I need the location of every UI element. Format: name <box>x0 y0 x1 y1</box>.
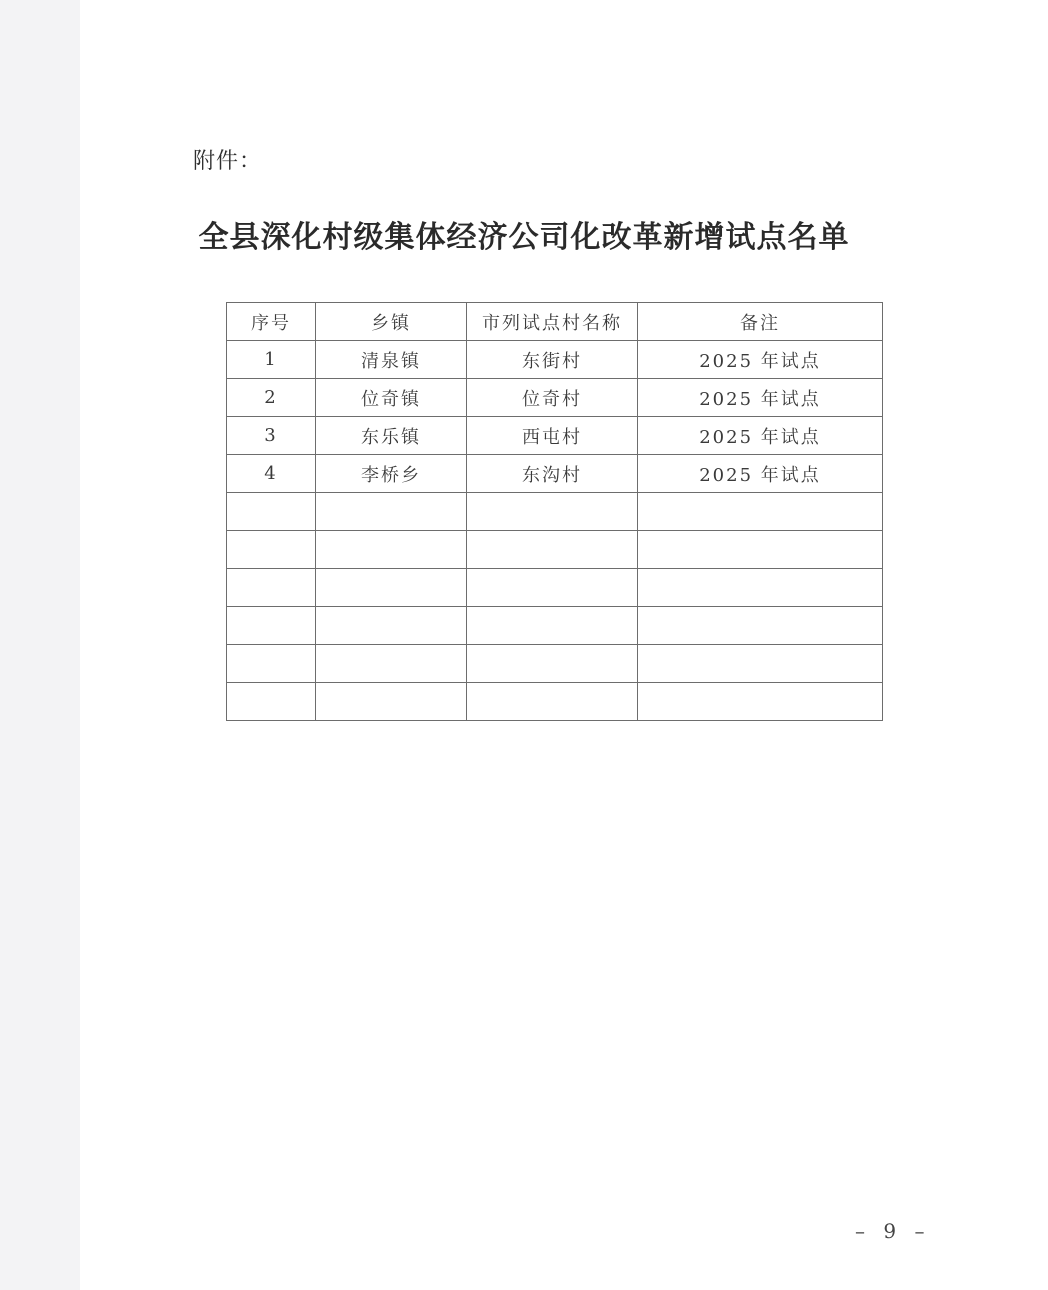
attachment-label: 附件： <box>193 149 263 174</box>
cell-township <box>316 531 467 569</box>
cell-index: 1 <box>227 341 316 379</box>
cell-index <box>227 607 316 645</box>
table-row <box>227 341 883 379</box>
table-row <box>227 417 883 455</box>
cell-township: 东乐镇 <box>316 417 467 455</box>
table-row <box>227 569 883 607</box>
cell-village <box>467 683 638 721</box>
cell-remark: 2025 年试点 <box>638 455 883 493</box>
cell-remark <box>638 493 883 531</box>
viewer-gutter <box>0 0 80 1290</box>
cell-index: 3 <box>227 417 316 455</box>
cell-village: 东街村 <box>467 341 638 379</box>
pilot-list-table <box>226 302 883 721</box>
cell-township: 位奇镇 <box>316 379 467 417</box>
table-row <box>227 455 883 493</box>
table-row <box>227 531 883 569</box>
cell-remark <box>638 607 883 645</box>
cell-village <box>467 493 638 531</box>
document-title: 全县深化村级集体经济公司化改革新增试点名单 <box>198 220 850 255</box>
cell-village <box>467 531 638 569</box>
header-village: 市列试点村名称 <box>467 303 638 341</box>
cell-township <box>316 493 467 531</box>
table-row <box>227 645 883 683</box>
cell-index <box>227 493 316 531</box>
cell-remark <box>638 531 883 569</box>
cell-village <box>467 607 638 645</box>
table-header-row <box>227 303 883 341</box>
cell-remark <box>638 569 883 607</box>
cell-village: 位奇村 <box>467 379 638 417</box>
table-row <box>227 379 883 417</box>
header-township: 乡镇 <box>316 303 467 341</box>
cell-village <box>467 569 638 607</box>
table-row <box>227 607 883 645</box>
cell-township <box>316 683 467 721</box>
cell-remark: 2025 年试点 <box>638 379 883 417</box>
cell-township <box>316 645 467 683</box>
cell-index: 4 <box>227 455 316 493</box>
cell-remark: 2025 年试点 <box>638 417 883 455</box>
cell-index <box>227 683 316 721</box>
cell-index <box>227 531 316 569</box>
cell-township <box>316 607 467 645</box>
cell-township: 清泉镇 <box>316 341 467 379</box>
cell-index <box>227 569 316 607</box>
cell-index: 2 <box>227 379 316 417</box>
cell-township: 李桥乡 <box>316 455 467 493</box>
cell-index <box>227 645 316 683</box>
cell-village: 东沟村 <box>467 455 638 493</box>
document-page <box>80 0 1048 1290</box>
cell-remark <box>638 645 883 683</box>
cell-village <box>467 645 638 683</box>
header-index: 序号 <box>227 303 316 341</box>
page-number: – 9 – <box>855 1219 931 1243</box>
table-row <box>227 493 883 531</box>
cell-remark <box>638 683 883 721</box>
cell-township <box>316 569 467 607</box>
cell-village: 西屯村 <box>467 417 638 455</box>
header-remark: 备注 <box>638 303 883 341</box>
table-row <box>227 683 883 721</box>
cell-remark: 2025 年试点 <box>638 341 883 379</box>
